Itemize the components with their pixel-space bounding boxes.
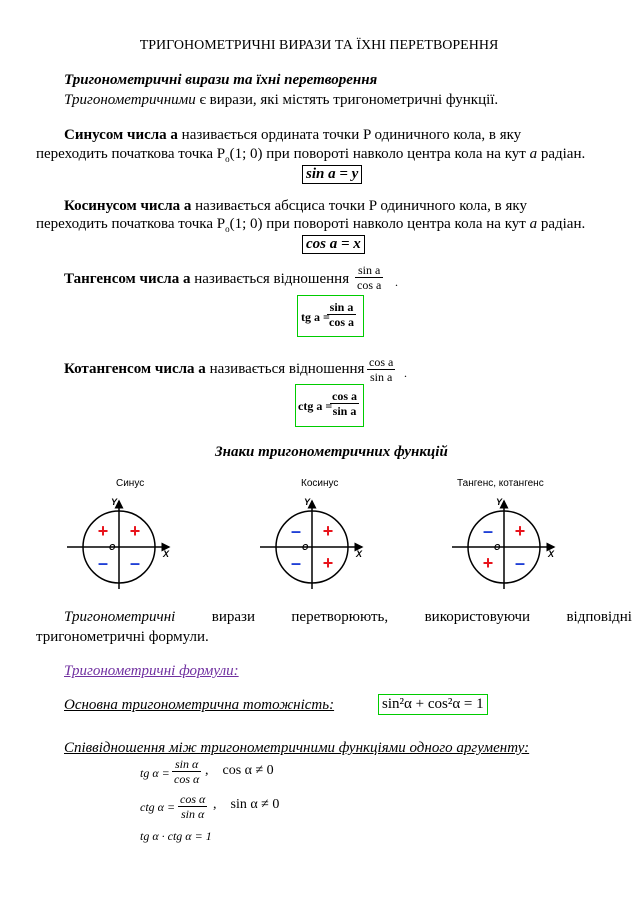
cosine-line1 [64, 198, 527, 215]
tangent-formula-lhs: tg a = [301, 310, 330, 324]
ctg-lhs: ctg α = [140, 800, 176, 814]
tg-lhs: tg α = [140, 766, 170, 780]
sine-formula: sin a = y [302, 165, 362, 184]
axis-label-y: Y [111, 497, 118, 507]
cotangent-text: називається відношення [205, 361, 365, 377]
transform-line2: тригонометричні формули. [36, 629, 209, 645]
identity-formula: sin²α + cos²α = 1 [378, 694, 488, 715]
cosine-line2 [36, 216, 585, 234]
transform-line1 [64, 609, 632, 626]
sine-line2-c: радіан. [537, 146, 586, 162]
transform-w5: відповідні [566, 609, 632, 625]
identity-label: Основна тригонометрична тотожність: [64, 697, 335, 713]
sign-q1: + [322, 521, 334, 541]
tangent-term: Тангенсом числа a [64, 271, 191, 287]
tg-condition: , cos α ≠ 0 [205, 763, 274, 778]
cosine-line2-a: переходить початкова точка P [36, 216, 226, 232]
sine-line2 [36, 146, 585, 164]
sine-angle: a [529, 146, 538, 162]
cosine-line1-text: називається абсциса точки P одиничного кола, в яку [191, 198, 527, 214]
sine-line1 [64, 127, 521, 144]
cosine-angle: a [529, 216, 538, 232]
cotangent-inline-num: cos a [369, 355, 394, 369]
page-title: ТРИГОНОМЕТРИЧНІ ВИРАЗИ ТА ЇХНІ ПЕРЕТВОРЕННЯ [139, 38, 499, 53]
sine-line2-a: переходить початкова точка P [36, 146, 226, 162]
sign-q3: – [97, 553, 109, 573]
cotangent-formula-fraction [330, 389, 359, 418]
diagram-label-cosine: Косинус [301, 478, 339, 489]
cosine-term: Косинусом числа a [64, 198, 192, 214]
tangent-inline-fraction [355, 263, 383, 292]
sine-term: Синусом числа a [64, 127, 178, 143]
ctg-condition: , sin α ≠ 0 [213, 797, 280, 812]
origin-label: O [494, 543, 501, 552]
sign-q2: – [290, 521, 302, 541]
cotangent-inline-den: sin a [369, 370, 393, 384]
origin-label: O [109, 543, 116, 552]
sign-q2: – [482, 521, 494, 541]
transform-w2: вирази [211, 609, 255, 625]
cotangent-formula-den: sin a [332, 404, 357, 418]
tangent-line [64, 271, 349, 288]
cosine-formula: cos a = x [302, 235, 365, 254]
ctg-fraction [178, 792, 207, 821]
tg-num: sin α [172, 757, 201, 772]
transform-w4: використовуючи [424, 609, 531, 625]
cosine-sub: o [225, 224, 230, 234]
sine-line2-b: (1; 0) при повороті навколо центра кола на кут [229, 146, 530, 162]
relations-label: Співвідношення між тригонометричними функціями одного аргументу: [64, 740, 530, 756]
cotangent-formula-num: cos a [332, 389, 357, 403]
tangent-formula-fraction [327, 300, 356, 329]
def-rest: є вирази, які містять тригонометричні функції. [195, 92, 499, 108]
tg-fraction [172, 757, 201, 786]
tg-den: cos α [174, 772, 200, 786]
sign-q4: – [129, 553, 141, 573]
tangent-inline-num: sin a [355, 263, 383, 278]
sign-q2: + [97, 521, 109, 541]
cotangent-inline-fraction [367, 355, 395, 384]
axis-label-y: Y [304, 497, 311, 507]
tangent-text: називається відношення [190, 271, 350, 287]
sign-q3: – [290, 553, 302, 573]
intro-heading: Тригонометричні вирази та їхні перетворення [64, 72, 378, 88]
origin-label: O [302, 543, 309, 552]
formulas-heading: Тригонометричні формули: [64, 663, 239, 679]
tangent-formula-den: cos a [329, 315, 354, 329]
diagram-label-sine: Синус [116, 478, 145, 489]
diagram-label-tangent: Тангенс, котангенс [457, 478, 544, 489]
signs-heading: Знаки тригонометричних функцій [215, 444, 448, 460]
cosine-line2-b: (1; 0) при повороті навколо центра кола на кут [229, 216, 530, 232]
sign-q4: – [514, 553, 526, 573]
cotangent-formula-lhs: ctg a = [298, 399, 333, 413]
sign-q4: + [322, 553, 334, 573]
axis-label-y: Y [496, 497, 503, 507]
def-term: Тригонометричними [64, 92, 196, 108]
transform-w3: перетворюють, [291, 609, 389, 625]
sign-q3: + [482, 553, 494, 573]
axis-label-x: X [548, 549, 555, 559]
cotangent-line [64, 361, 364, 378]
axis-label-x: X [163, 549, 170, 559]
product-identity: tg α · ctg α = 1 [140, 829, 212, 843]
transform-w1: Тригонометричні [64, 609, 176, 625]
cotangent-term: Котангенсом числа a [64, 361, 206, 377]
sine-sub: o [225, 154, 230, 164]
cosine-line2-c: радіан. [537, 216, 586, 232]
sign-q1: + [514, 521, 526, 541]
ctg-num: cos α [180, 792, 206, 806]
axis-label-x: X [356, 549, 363, 559]
sign-q1: + [129, 521, 141, 541]
intro-definition [64, 92, 498, 109]
tangent-inline-den: cos a [357, 278, 382, 292]
tangent-formula-num: sin a [327, 300, 356, 315]
sine-line1-text: називається ордината точки P одиничного кола, в яку [177, 127, 522, 143]
sign-diagrams [0, 490, 638, 590]
ctg-den: sin α [180, 807, 205, 821]
